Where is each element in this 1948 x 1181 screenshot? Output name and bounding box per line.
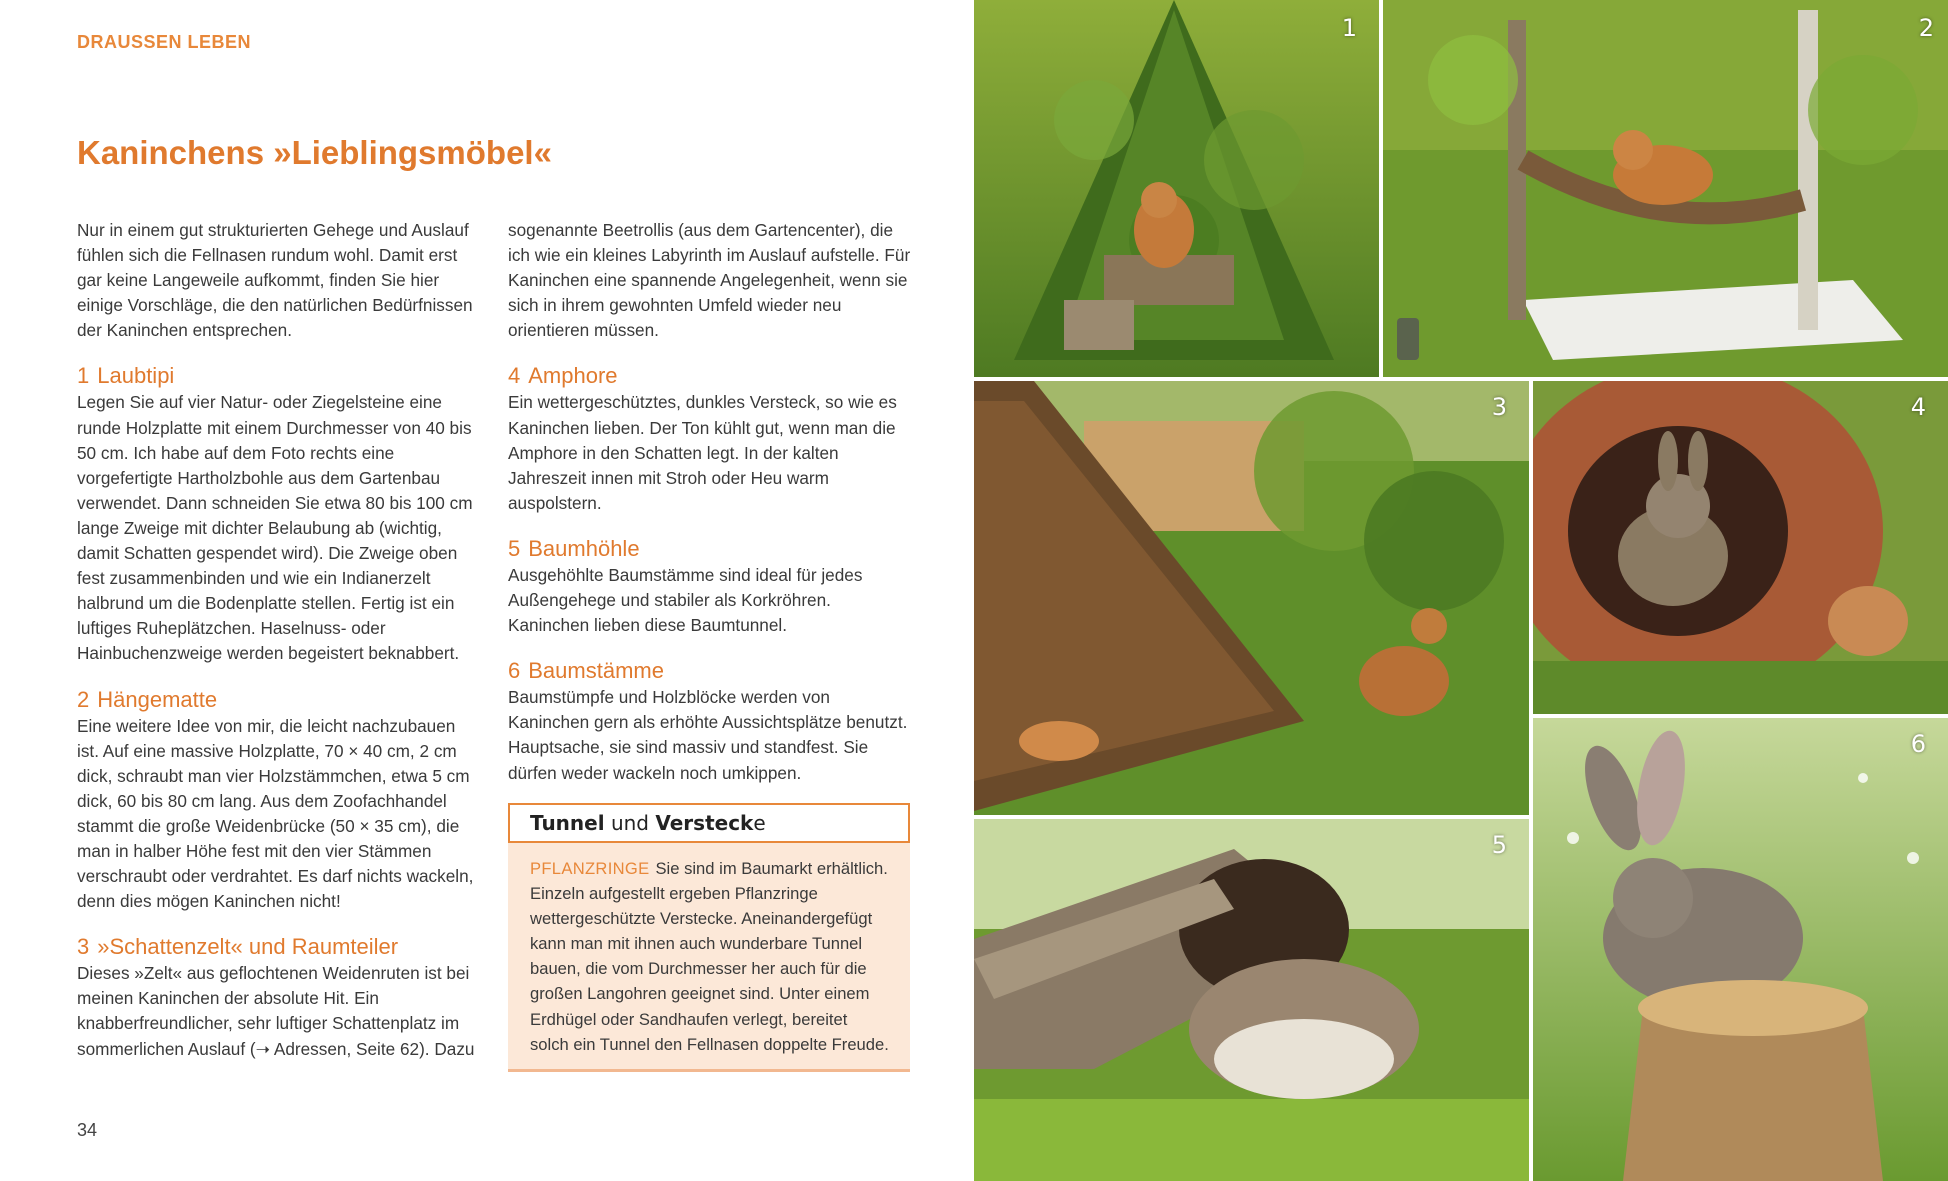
amphora-photo-icon: [1533, 381, 1948, 714]
section-text-3: Dieses »Zelt« aus geflochtenen Weidenruten ist bei meinen Kaninchen der absolute Hit. Ein knabberfreundlicher, sehr luftiger Schattenplatz im sommerlichen Auslauf (➝ Adressen, Seite 62). Dazu: [77, 963, 475, 1059]
section-number: 4: [508, 363, 521, 389]
section-heading-text: Laubtipi: [97, 363, 175, 389]
section-heading-1: [77, 362, 482, 390]
photo-4: [1533, 381, 1948, 714]
box-title-connector: und: [604, 811, 656, 835]
photo-2: [1383, 0, 1948, 377]
photo-collage: [974, 0, 1948, 1181]
section-heading-2: [77, 686, 482, 714]
section-number: 5: [508, 535, 521, 561]
text-column-left: [77, 218, 482, 1062]
photo-1: [974, 0, 1379, 377]
box-title-end: e: [753, 811, 766, 835]
photo-6: [1533, 718, 1948, 1181]
section-heading-3: [77, 933, 482, 961]
section-heading-text: Amphore: [528, 363, 618, 389]
section-number: 1: [77, 363, 90, 389]
section-text-2: Eine weitere Idee von mir, die leicht nachzubauen ist. Auf eine massive Holzplatte, 70 × 40 cm, 2 cm dick, schraubt man vier Holzstämmchen, etwa 5 cm dick, 60 bis 80 cm lang. Aus dem Zoofachhandel stammt die große Weidenbrücke (50 × 35 cm), die man in halber Höhe fest mit den vier Stämmen verschraubt oder verdrahtet. Es darf nichts wackeln, denn dies mögen Kaninchen nicht!: [77, 715, 474, 912]
photo-number: 2: [1918, 14, 1934, 42]
section-text-5: Ausgehöhlte Baumstämme sind ideal für jedes Außengehege und stabiler als Korkröhren. Kaninchen lieben diese Baumtunnel.: [508, 564, 863, 636]
section-heading-text: »Schattenzelt« und Raumteiler: [97, 934, 399, 960]
photo-number: 5: [1491, 831, 1507, 859]
info-box-kicker: PFLANZRINGE: [530, 859, 650, 878]
info-box-text: Sie sind im Baumarkt erhältlich. Einzeln aufgestellt ergeben Pflanzringe wettergeschützte Verstecke. Aneinandergefügt kann man mit ihnen auch wunderbare Tunnel bauen, die vom Durchmesser her auch für die großen Langohren geeignet sind. Unter einem Erdhügel oder Sandhaufen verlegt, bereitet solch ein Tunnel den Fellnasen doppelte Freude.: [530, 859, 889, 1054]
section-number: 3: [77, 934, 90, 960]
section-heading-5: [508, 535, 913, 563]
leaf-tipi-photo-icon: [974, 0, 1379, 377]
hammock-photo-icon: [1383, 0, 1948, 377]
photo-number: 1: [1341, 14, 1357, 42]
section-heading-text: Hängematte: [97, 686, 218, 712]
section-number: 6: [508, 658, 521, 684]
photo-number: 6: [1910, 730, 1926, 758]
info-box-title: [508, 803, 910, 843]
section-text-1: Legen Sie auf vier Natur- oder Ziegelsteine eine runde Holzplatte mit einem Durchmesser von 40 bis 50 cm. Ich habe auf dem Foto rechts eine vorgefertigte Hartholzbohle aus dem Gartenbau verwendet. Dann schneiden Sie etwa 80 bis 100 cm lange Zweige mit dichter Belaubung ab (wichtig, damit Schatten gespendet wird). Die Zweige oben fest zusammenbinden und wie ein Indianerzelt halbrund um die Bodenplatte stellen. Fertig ist ein luftiges Ruheplätzchen. Haselnuss- oder Hainbuchenzweige werden begeistert beknabbert.: [77, 392, 473, 664]
text-column-right: [508, 218, 913, 786]
photo-number: 3: [1491, 393, 1507, 421]
willow-tent-photo-icon: [974, 381, 1529, 815]
photo-3: [974, 381, 1529, 815]
box-title-word: Tunnel: [530, 811, 605, 835]
section-number: 2: [77, 686, 90, 712]
continuation-paragraph: sogenannte Beetrollis (aus dem Gartencenter), die ich wie ein kleines Labyrinth im Auslauf aufstelle. Für Kaninchen eine spannende Angelegenheit, wenn sie sich in ihrem gewohnten Umfeld wieder neu orientieren müssen.: [508, 220, 911, 341]
section-label: DRAUSSEN LEBEN: [77, 32, 252, 52]
section-heading-text: Baumhöhle: [528, 535, 640, 561]
tree-stump-photo-icon: [1533, 718, 1948, 1181]
tree-hollow-photo-icon: [974, 819, 1529, 1181]
section-text-6: Baumstümpfe und Holzblöcke werden von Kaninchen gern als erhöhte Aussichtsplätze benutzt. Hauptsache, sie sind massiv und standfest. Sie dürfen weder wackeln noch umkippen.: [508, 687, 908, 783]
section-heading-6: [508, 657, 913, 685]
section-heading-text: Baumstämme: [528, 658, 664, 684]
photo-5: [974, 819, 1529, 1181]
info-box: [508, 803, 910, 1072]
info-box-body: [508, 843, 910, 1072]
page-title: Kaninchens »Lieblingsmöbel«: [77, 134, 552, 171]
page-number: 34: [77, 1120, 98, 1140]
intro-paragraph: Nur in einem gut strukturierten Gehege und Auslauf fühlen sich die Fellnasen rundum wohl. Damit erst gar keine Langeweile aufkommt, finden Sie hier einige Vorschläge, die den natürlichen Bedürfnissen der Kaninchen entsprechen.: [77, 220, 473, 341]
photo-number: 4: [1910, 393, 1926, 421]
section-heading-4: [508, 362, 913, 390]
box-title-word: Versteck: [655, 811, 754, 835]
section-text-4: Ein wettergeschütztes, dunkles Versteck, so wie es Kaninchen lieben. Der Ton kühlt gut, wenn man die Amphore in den Schatten legt. In der kalten Jahreszeit innen mit Stroh oder Heu warm auspolstern.: [508, 392, 897, 513]
